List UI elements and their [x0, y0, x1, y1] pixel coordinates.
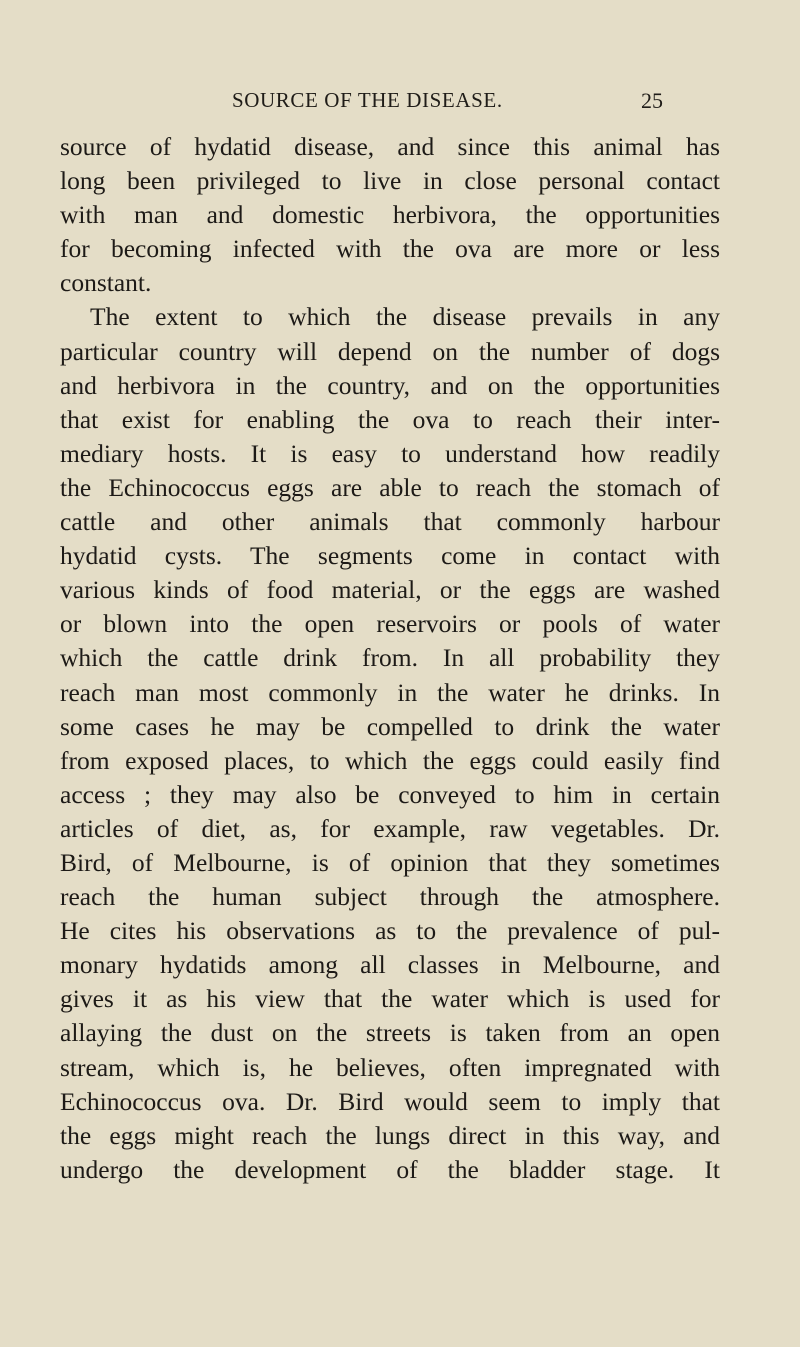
running-title: SOURCE OF THE DISEASE. [232, 88, 503, 112]
text-line: gives it as his view that the water which is used for [60, 984, 720, 1014]
text-line: The extent to which the disease prevails in any [90, 302, 720, 332]
text-line: Bird, of Melbourne, is of opinion that they sometimes [60, 847, 720, 877]
text-line: that exist for enabling the ova to reach their inter- [60, 404, 720, 434]
text-line: stream, which is, he believes, often impregnated with [60, 1052, 720, 1082]
text-line: and herbivora in the country, and on the opportunities [60, 370, 720, 400]
text-line: cattle and other animals that commonly harbour [60, 507, 720, 537]
text-line: which the cattle drink from. In all probability they [60, 643, 720, 673]
text-line: the Echinococcus eggs are able to reach the stomach of [60, 472, 720, 502]
running-head [0, 88, 800, 118]
text-line: the eggs might reach the lungs direct in this way, and [60, 1120, 720, 1150]
text-line: from exposed places, to which the eggs could easily find [60, 745, 720, 775]
text-line: source of hydatid disease, and since this animal has [60, 132, 720, 161]
text-line: some cases he may be compelled to drink the water [60, 711, 720, 741]
text-line: constant. [60, 268, 152, 298]
text-line: particular country will depend on the number of dogs [60, 336, 720, 366]
text-line: allaying the dust on the streets is taken from an open [60, 1018, 720, 1048]
text-line: reach the human subject through the atmosphere. [60, 882, 720, 912]
body-text [60, 130, 720, 1187]
text-line: articles of diet, as, for example, raw vegetables. Dr. [60, 813, 720, 843]
text-line: monary hydatids among all classes in Melbourne, and [60, 950, 720, 980]
text-line: various kinds of food material, or the eggs are washed [60, 575, 720, 605]
text-line: or blown into the open reservoirs or pools of water [60, 609, 720, 639]
text-line: Echinococcus ova. Dr. Bird would seem to imply that [60, 1086, 720, 1116]
page-number: 25 [641, 88, 663, 113]
text-line: hydatid cysts. The segments come in contact with [60, 541, 720, 571]
text-line: mediary hosts. It is easy to understand how readily [60, 438, 720, 468]
text-line: access ; they may also be conveyed to him in certain [60, 779, 720, 809]
text-line: reach man most commonly in the water he drinks. In [60, 677, 720, 707]
text-line: He cites his observations as to the prevalence of pul- [60, 916, 720, 946]
text-line: with man and domestic herbivora, the opportunities [60, 200, 720, 230]
text-line: undergo the development of the bladder stage. It [60, 1154, 720, 1184]
text-line: long been privileged to live in close personal contact [60, 166, 720, 196]
text-line: for becoming infected with the ova are more or less [60, 234, 720, 264]
